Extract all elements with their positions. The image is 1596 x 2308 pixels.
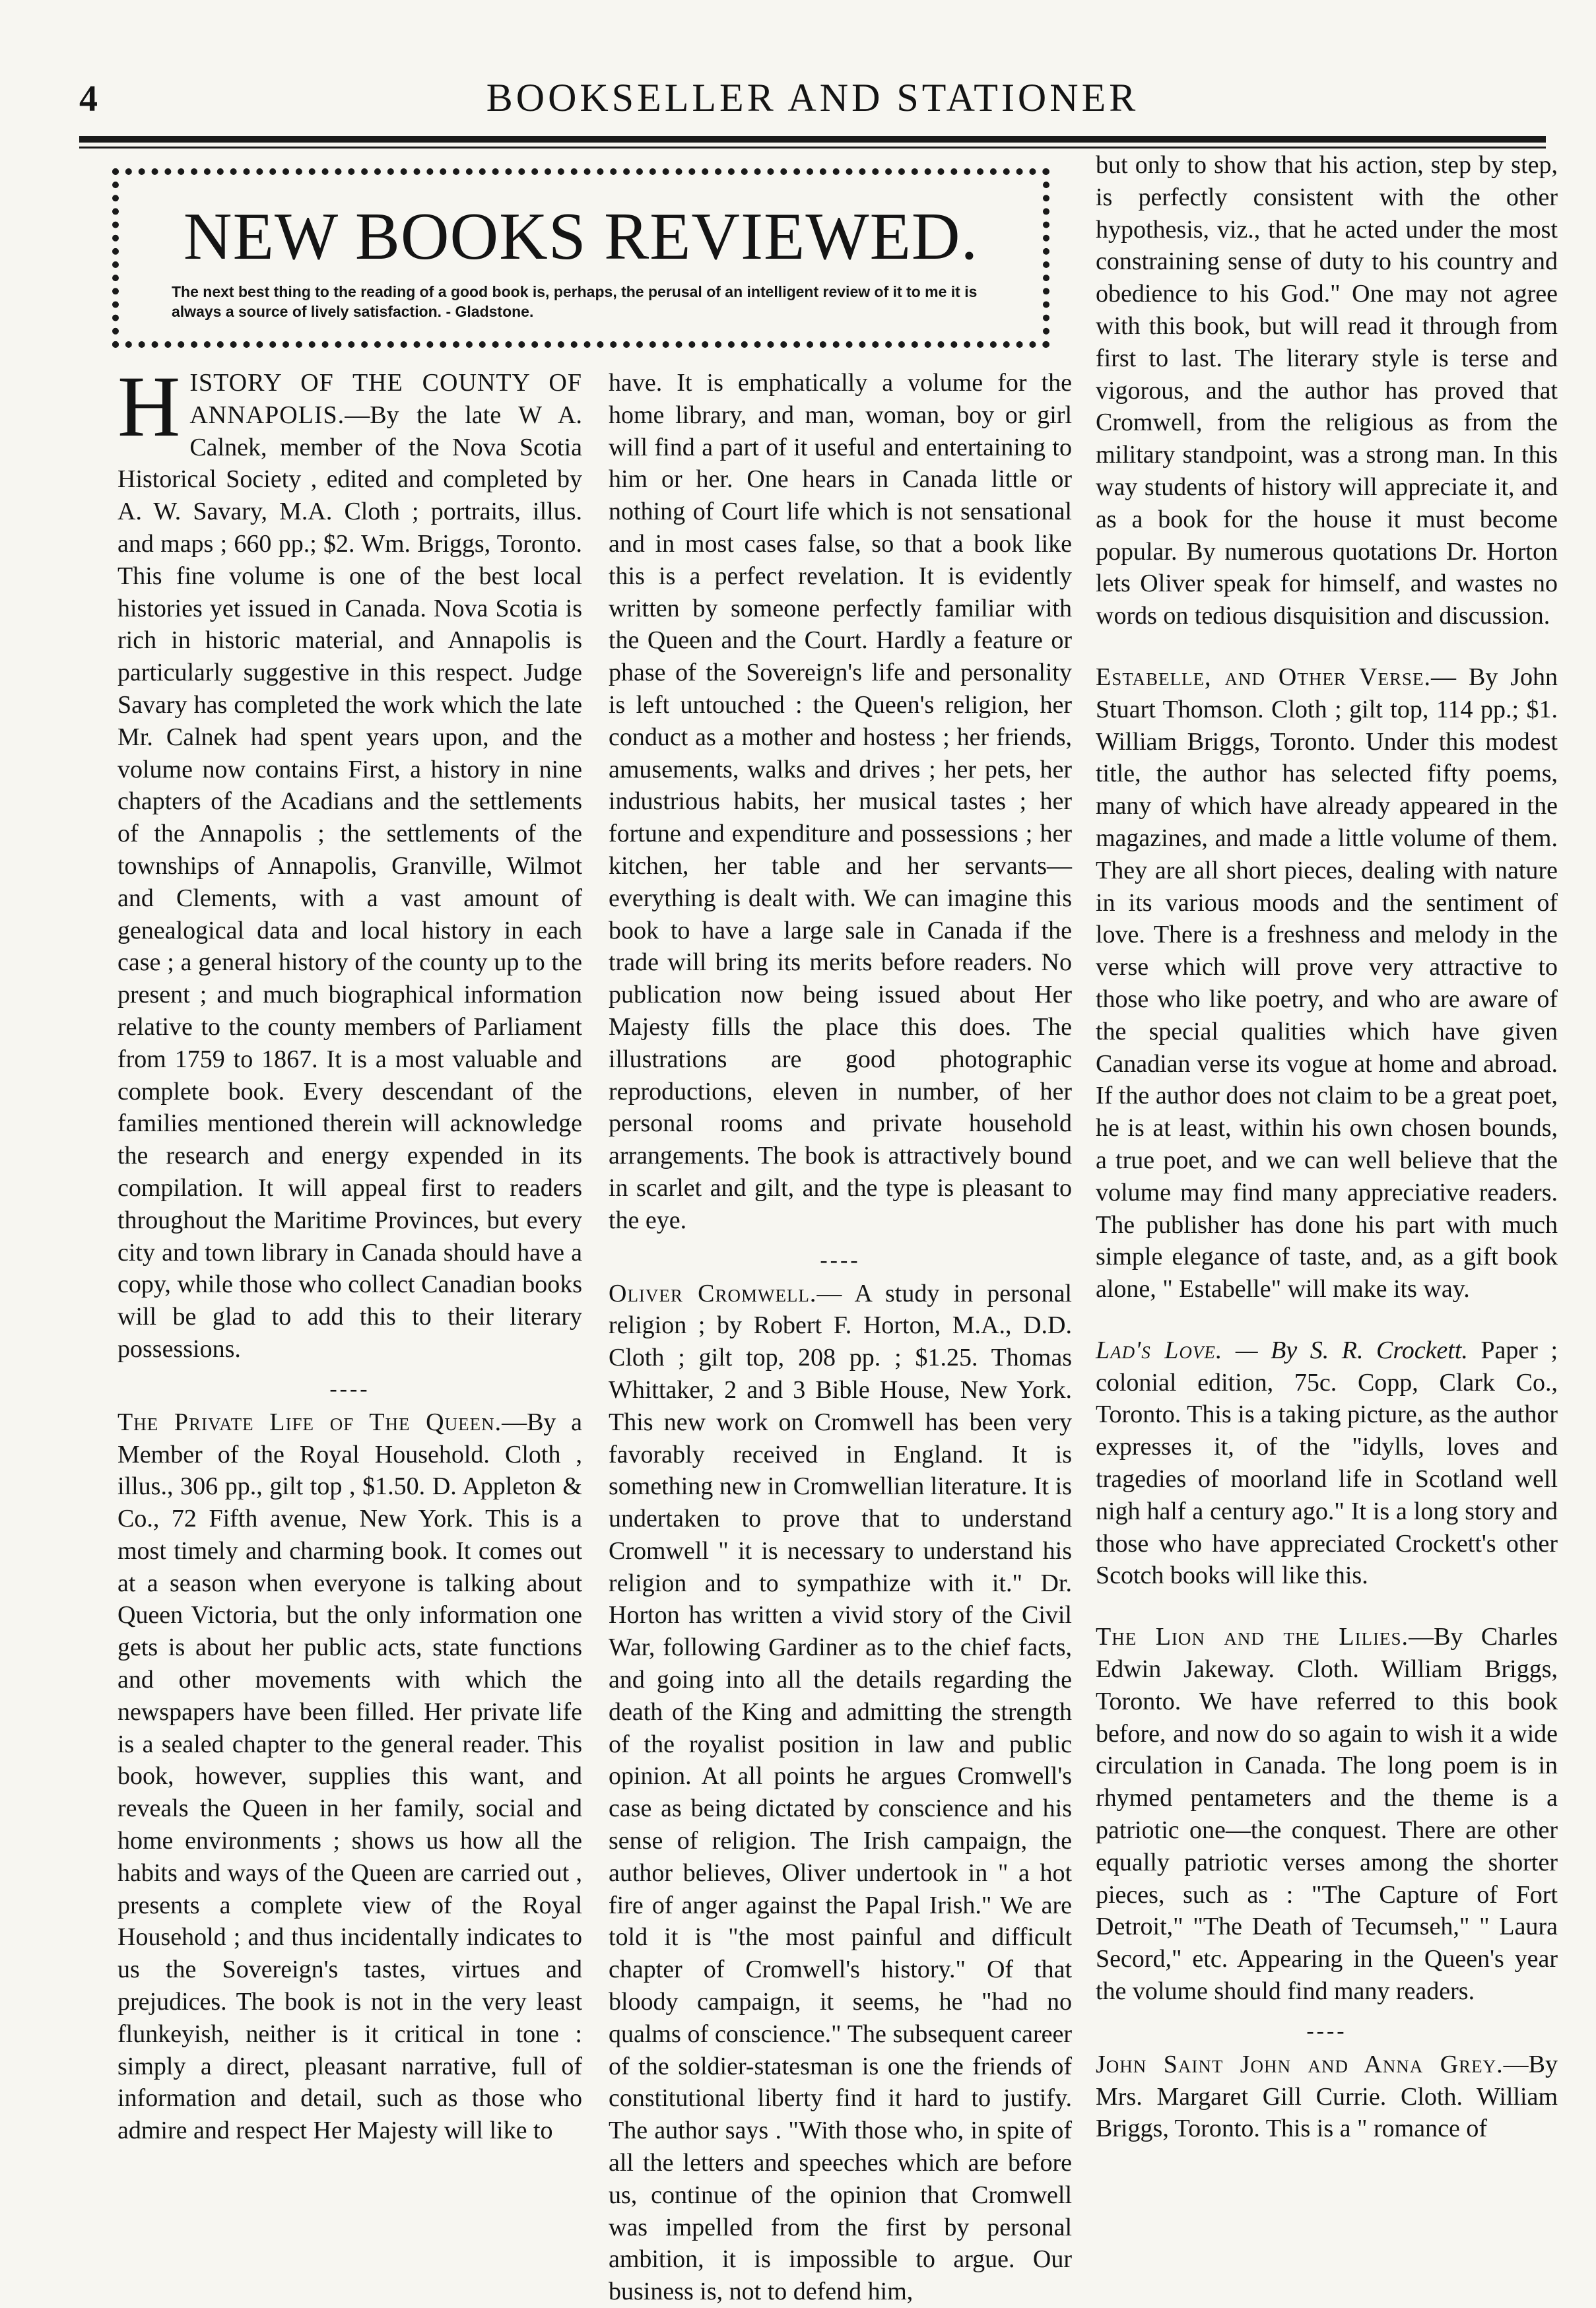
review-body: — A study in personal religion ; by Robert F. Horton, M.A., D.D. Cloth ; gilt top, 208 pp. ; $1.25. Thomas Whittaker, 2 and 3 Bible House, New York. This new work on Cromwell has been very favorably received in England. It is something new in Cromwellian literature. It is undertaken to prove that to understand Cromwell " it is necessary to understand his religion and to sympathize with it." Dr. Horton has written a vivid story of the Civil War, following Gardiner as to the chief facts, and going into all the details regarding the death of the King and admitting the strength of the royalist position in law and public opinion. At all points he argues Cromwell's case as being dictated by conscience and his sense of religion. The Irish campaign, the author believes, Oliver undertook in " a hot fire of anger against the Papal Irish." We are told it is "the most painful and difficult chapter of Cromwell's history." Of that bloody campaign, it seems, he "had no qualms of conscience." The subsequent career of the soldier-statesman is one the friends of constitutional liberty find it hard to justify. The author says . "With those who, in spite of all the letters and speeches which are before us, continue of the opinion that Cromwell was impelled from the first by personal ambition, it is impossible to argue. Our business is, not to defend him, — [609, 1279, 1072, 2306]
review-title: ISTORY OF THE COUNTY OF ANNAPOLIS. — [189, 369, 582, 429]
section-separator: ---- — [329, 1376, 370, 1401]
review-body: —By Mrs. Margaret Gill Currie. Cloth. William Briggs, Toronto. This is a " romance of — [1096, 2050, 1558, 2143]
review-byline: — By S. R. Crockett. — [1222, 1336, 1468, 1364]
review-queen — [117, 1406, 582, 2147]
review-title: John Saint John and Anna Grey. — [1096, 2050, 1504, 2078]
header-rule-thin — [79, 147, 1546, 148]
review-lion-and-lilies — [1096, 1621, 1558, 2008]
review-lads-love — [1096, 1335, 1558, 1592]
column-1 — [117, 358, 583, 2147]
review-queen-continued: have. It is emphatically a volume for the home library, and man, woman, boy or girl will find a part of it useful and entertaining to him or her. One hears in Canada little or nothing of Court life which is not sensational and in most cases false, so that a book like this is a perfect revelation. It is evidently written by someone perfectly familiar with the Queen and the Court. Hardly a feature or phase of the Sovereign's life and personality is left untouched : the Queen's religion, her conduct as a mother and hostess ; her friends, amusements, walks and drives ; her pets, her industrious habits, her musical tastes ; her fortune and expenditure and possessions ; her kitchen, her table and her servants—everything is dealt with. We can imagine this book to have a large sale in Canada if the trade will bring its merits before readers. No publication now being issued about Her Majesty fills the place this does. The illustrations are good photographic reproductions, eleven in number, of her personal rooms and private household arrangements. The book is attractively bound in scarlet and gilt, and the type is pleasant to the eye. — [609, 369, 1072, 1234]
reviews-banner — [112, 168, 1049, 348]
review-body: — By John Stuart Thomson. Cloth ; gilt top, 114 pp.; $1. William Briggs, Toronto. Under this modest title, the author has selected fifty poems, many of which have already appeared in the magazines, and made a little volume of them. They are all short pieces, dealing with nature in its various moods and the sentiment of love. There is a freshness and melody in the verse which will prove very attractive to those who like poetry, and who are aware of the special qualities which have given Canadian verse its vogue at home and abroad. If the author does not claim to be a great poet, he is at least, within his own chosen bounds, a true poet, and we can well believe that the volume may find many appreciative readers. The publisher has done his part with much simple elegance of taste, and, as a gift book alone, " Estabelle" will make its way. — [1096, 663, 1558, 1303]
page-number: 4 — [79, 79, 98, 119]
section-separator: ---- — [1306, 2018, 1347, 2043]
column-3 — [1096, 149, 1558, 2145]
journal-title: BOOKSELLER AND STATIONER — [486, 76, 1139, 119]
review-cromwell — [609, 1278, 1072, 2308]
review-title: Lad's Love. — [1096, 1336, 1223, 1364]
review-annapolis — [117, 358, 582, 1366]
banner-title: NEW BOOKS REVIEWED. — [183, 199, 979, 274]
review-body: Paper ; colonial edition, 75c. Copp, Clark Co., Toronto. This is a taking picture, as the author expresses it, of the "idylls, loves and tragedies of moorland life in Scotland well nigh half a century ago." It is a long story and those who have appreciated Crockett's other Scotch books will like this. — [1096, 1336, 1558, 1590]
header-rule-thick — [79, 136, 1546, 143]
review-john-saint-john — [1096, 2049, 1558, 2145]
review-title: Estabelle, and Other Verse. — [1096, 663, 1432, 691]
review-body: —By the late W A. Calnek, member of the Nova Scotia Historical Society , edited and completed by A. W. Savary, M.A. Cloth ; portraits, illus. and maps ; 660 pp.; $2. Wm. Briggs, Toronto. This fine volume is one of the best local histories yet issued in Canada. Nova Scotia is rich in historic material, and Annapolis is particularly suggestive in this respect. Judge Savary has completed the work which the late Mr. Calnek had spent years upon, and the volume now contains First, a history in nine chapters of the Acadians and the settlements of the Annapolis ; the settlements of the townships of Annapolis, Granville, Wilmot and Clements, with a vast amount of genealogical data and local history in each case ; a general history of the county up to the present ; and much biographical information relative to the county members of Parliament from 1759 to 1867. It is a most valuable and complete book. Every descendant of the families mentioned therein will acknowledge the research and energy expended in its compilation. It will appeal first to readers throughout the Maritime Provinces, but every city and town library in Canada should have a copy, while those who collect Canadian books will be glad to add this to their literary possessions. — [117, 401, 582, 1363]
column-2 — [609, 367, 1072, 2308]
review-title: The Private Life of The Queen. — [117, 1408, 502, 1436]
running-head — [79, 73, 1546, 132]
review-title: Oliver Cromwell. — [609, 1279, 817, 1307]
review-cromwell-continued: but only to show that his action, step by step, is perfectly consistent with the other hypothesis, viz., that he acted under the most constraining sense of duty to his country and obedience to his God." One may not agree with this book, but will read it through from first to last. The literary style is terse and vigorous, and the author has proved that Cromwell, from the religious as from the military standpoint, was a strong man. In this way students of history will appreciate it, and as a book for the house it must become popular. By numerous quotations Dr. Horton lets Oliver speak for himself, and wastes no words on tedious disquisition and discussion. — [1096, 151, 1558, 630]
drop-cap: H — [117, 358, 181, 455]
review-title: The Lion and the Lilies. — [1096, 1623, 1409, 1651]
review-estabelle — [1096, 661, 1558, 1305]
banner-motto: The next best thing to the reading of a good book is, perhaps, the perusal of an intelligent review of it to me it is always a source of lively satisfaction. - Gladstone. — [172, 283, 978, 320]
section-separator: ---- — [820, 1247, 861, 1272]
review-body: —By a Member of the Royal Household. Cloth , illus., 306 pp., gilt top , $1.50. D. Appleton & Co., 72 Fifth avenue, New York. This is a most timely and charming book. It comes out at a season when everyone is talking about Queen Victoria, but the only information one gets is about her public acts, state functions and other movements with which the newspapers have been filled. Her private life is a sealed chapter to the general reader. This book, however, supplies this want, and reveals the Queen in her family, social and home environments ; shows us how all the habits and ways of the Queen are carried out , presents a complete view of the Royal Household ; and thus incidentally indicates to us the Sovereign's tastes, virtues and prejudices. The book is not in the very least flunkeyish, neither is it critical in tone : simply a direct, pleasant narrative, full of information and detail, such as those who admire and respect Her Majesty will like to — [117, 1408, 583, 2145]
review-body: —By Charles Edwin Jakeway. Cloth. William Briggs, Toronto. We have referred to this book before, and now do so again to wish it a wide circulation in Canada. The long poem is in rhymed pentameters and the theme is a patriotic one—the conquest. There are other equally patriotic verses among the shorter pieces, such as : "The Capture of Fort Detroit," "The Death of Tecumseh," " Laura Secord," etc. Appearing in the Queen's year the volume should find many readers. — [1096, 1623, 1558, 2006]
